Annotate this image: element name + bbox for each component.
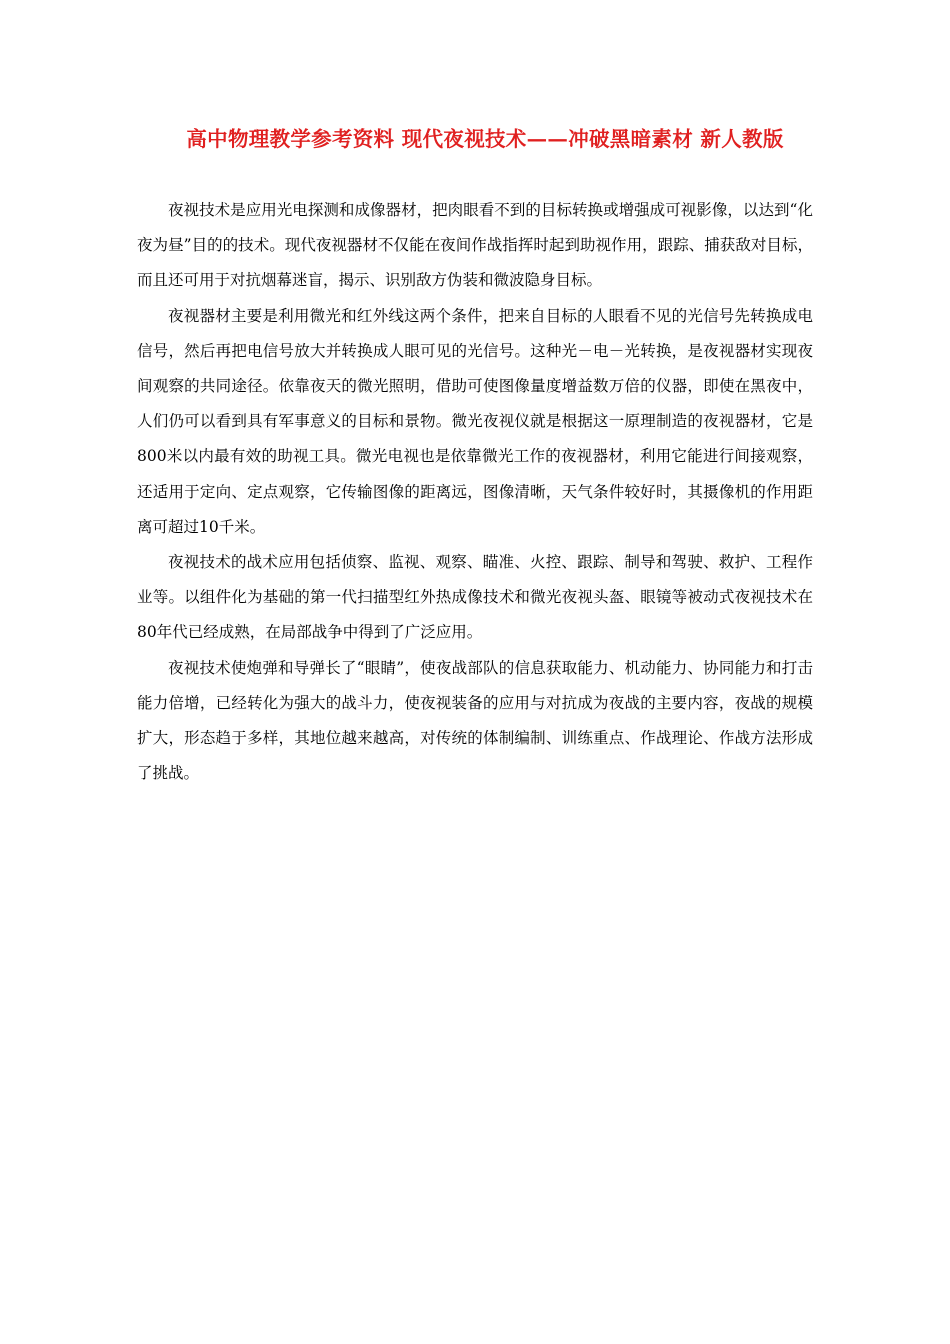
paragraph-4: 夜视技术使炮弹和导弹长了“眼睛”，使夜战部队的信息获取能力、机动能力、协同能力和打击能力倍增，已经转化为强大的战斗力，使夜视装备的应用与对抗成为夜战的主要内容，夜战的规模扩大，形态趋于多样，其地位越来越高，对传统的体制编制、训练重点、作战理论、作战方法形成了挑战。 <box>137 658 813 783</box>
paragraph-3: 夜视技术的战术应用包括侦察、监视、观察、瞄准、火控、跟踪、制导和驾驶、救护、工程作业等。以组件化为基础的第一代扫描型红外热成像技术和微光夜视头盔、眼镜等被动式夜视技术在80年代已经成熟，在局部战争中得到了广泛应用。 <box>137 553 813 642</box>
document-title: 高中物理教学参考资料 现代夜视技术——冲破黑暗素材 新人教版 <box>186 127 784 151</box>
paragraph-2: 夜视器材主要是利用微光和红外线这两个条件，把来自目标的人眼看不见的光信号先转换成电信号，然后再把电信号放大并转换成人眼可见的光信号。这种光－电－光转换，是夜视器材实现夜间观察的共同途径。依靠夜天的微光照明，借助可使图像量度增益数万倍的仪器，即使在黑夜中，人们仍可以看到具有军事意义的目标和景物。微光夜视仪就是根据这一原理制造的夜视器材，它是800米以内最有效的助视工具。微光电视也是依靠微光工作的夜视器材，利用它能进行间接观察，还适用于定向、定点观察，它传输图像的距离远，图像清晰，天气条件较好时，其摄像机的作用距离可超过10千米。 <box>137 306 813 536</box>
document-body <box>137 193 813 791</box>
paragraph-1: 夜视技术是应用光电探测和成像器材，把肉眼看不到的目标转换或增强成可视影像，以达到“化夜为昼”目的的技术。现代夜视器材不仅能在夜间作战指挥时起到助视作用，跟踪、捕获敌对目标，而且还可用于对抗烟幕迷盲，揭示、识别敌方伪装和微波隐身目标。 <box>137 201 813 290</box>
